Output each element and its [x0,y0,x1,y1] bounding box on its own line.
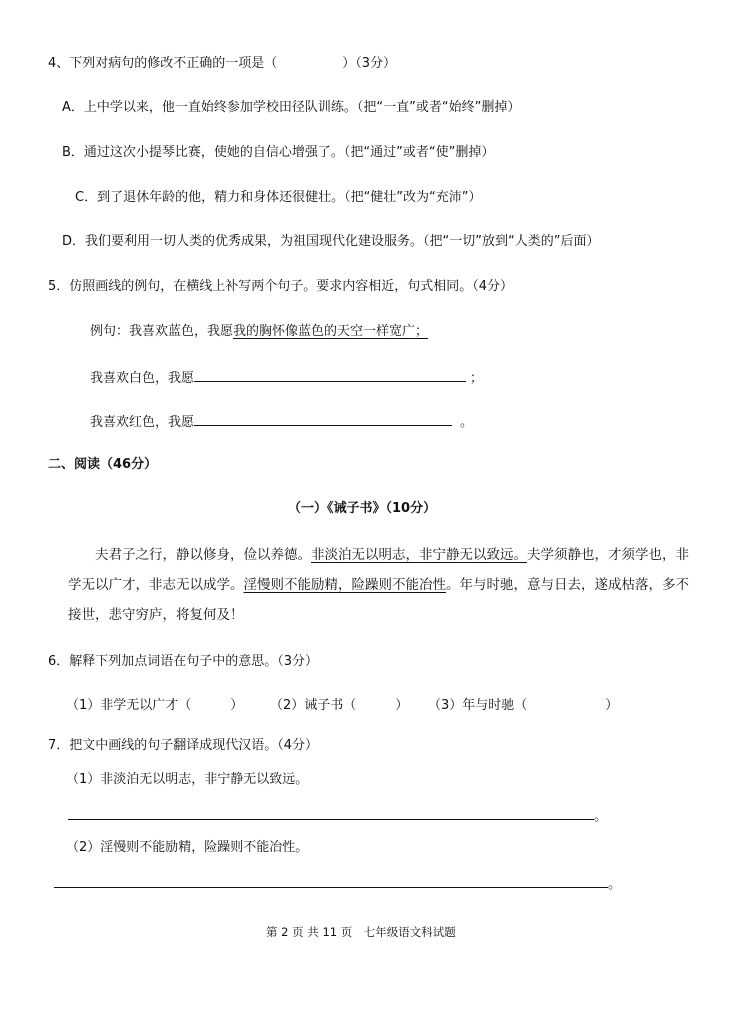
q5-answer-blank-1[interactable] [194,367,466,382]
q5-line2-prefix: 我喜欢红色，我愿 [90,415,195,430]
q4-stem: 4、下列对病句的修改不正确的一项是（ ）（3分） [48,56,397,71]
q5-line2-end: 。 [460,415,474,430]
q6-item-2: （2）诫子书（ ） [270,698,409,713]
passage-part-3: 。年与时驰，意与日去，遂成枯落，多不接世，悲守穷庐，将复何及！ [68,577,689,623]
passage-underlined-2: 淫慢则不能励精，险躁则不能冶性 [243,577,446,593]
q5-example-underlined: 我的胸怀像蓝色的天空一样宽广； [233,324,429,339]
q6-item-3: （3）年与时驰（ ） [428,698,619,713]
q4-option-c: C．到了退休年龄的他，精力和身体还很健壮。（把“健壮”改为“充沛”） [75,190,482,205]
q5-line1-prefix: 我喜欢白色，我愿 [90,371,195,386]
q7-item-1: （1）非淡泊无以明志，非宁静无以致远。 [66,772,309,787]
q5-stem: 5．仿照画线的例句，在横线上补写两个句子。要求内容相近，句式相同。（4分） [48,279,514,294]
q7-item1-end: 。 [594,809,608,824]
q5-line-2 [90,411,473,432]
q7-stem: 7．把文中画线的句子翻译成现代汉语。（4分） [48,738,319,753]
q5-line-1 [90,367,483,388]
q4-option-b: B．通过这次小提琴比赛，使她的自信心增强了。（把“通过”或者“使”删掉） [62,145,495,160]
q6-stem: 6．解释下列加点词语在句子中的意思。（3分） [48,654,319,669]
q6-item-1: （1）非学无以广才（ ） [66,698,244,713]
passage-text [68,540,692,630]
passage-underlined-1: 非淡泊无以明志，非宁静无以致远。 [311,547,527,563]
passage-title: （一）《诫子书》（10分） [288,501,437,516]
q7-item-2: （2）淫慢则不能励精，险躁则不能冶性。 [66,840,309,855]
q7-answer-blank-2[interactable] [54,873,608,888]
page-footer: 第 2 页 共 11 页 七年级语文科试题 [266,925,456,939]
q4-option-d: D．我们要利用一切人类的优秀成果，为祖国现代化建设服务。（把“一切”放到“人类的”后面） [62,234,600,249]
q7-answer-blank-1[interactable] [68,805,594,820]
q7-answer-line-1 [68,805,607,826]
q4-option-a: A．上中学以来，他一直始终参加学校田径队训练。（把“一直”或者“始终”删掉） [62,100,521,115]
passage-part-2: 夫学须静也，才须学也，非学无以广才，非志无以成学。 [68,547,689,593]
q5-example-prefix: 例句：我喜欢蓝色，我愿 [90,324,234,339]
q7-answer-line-2 [54,873,621,894]
q7-item2-end: 。 [608,877,622,892]
q5-example [90,323,428,341]
passage-part-1: 夫君子之行，静以修身，俭以养德。 [95,547,311,563]
section-heading: 二、阅读（46分） [48,457,158,472]
q5-answer-blank-2[interactable] [194,411,452,426]
q5-line1-end: ； [470,371,484,386]
